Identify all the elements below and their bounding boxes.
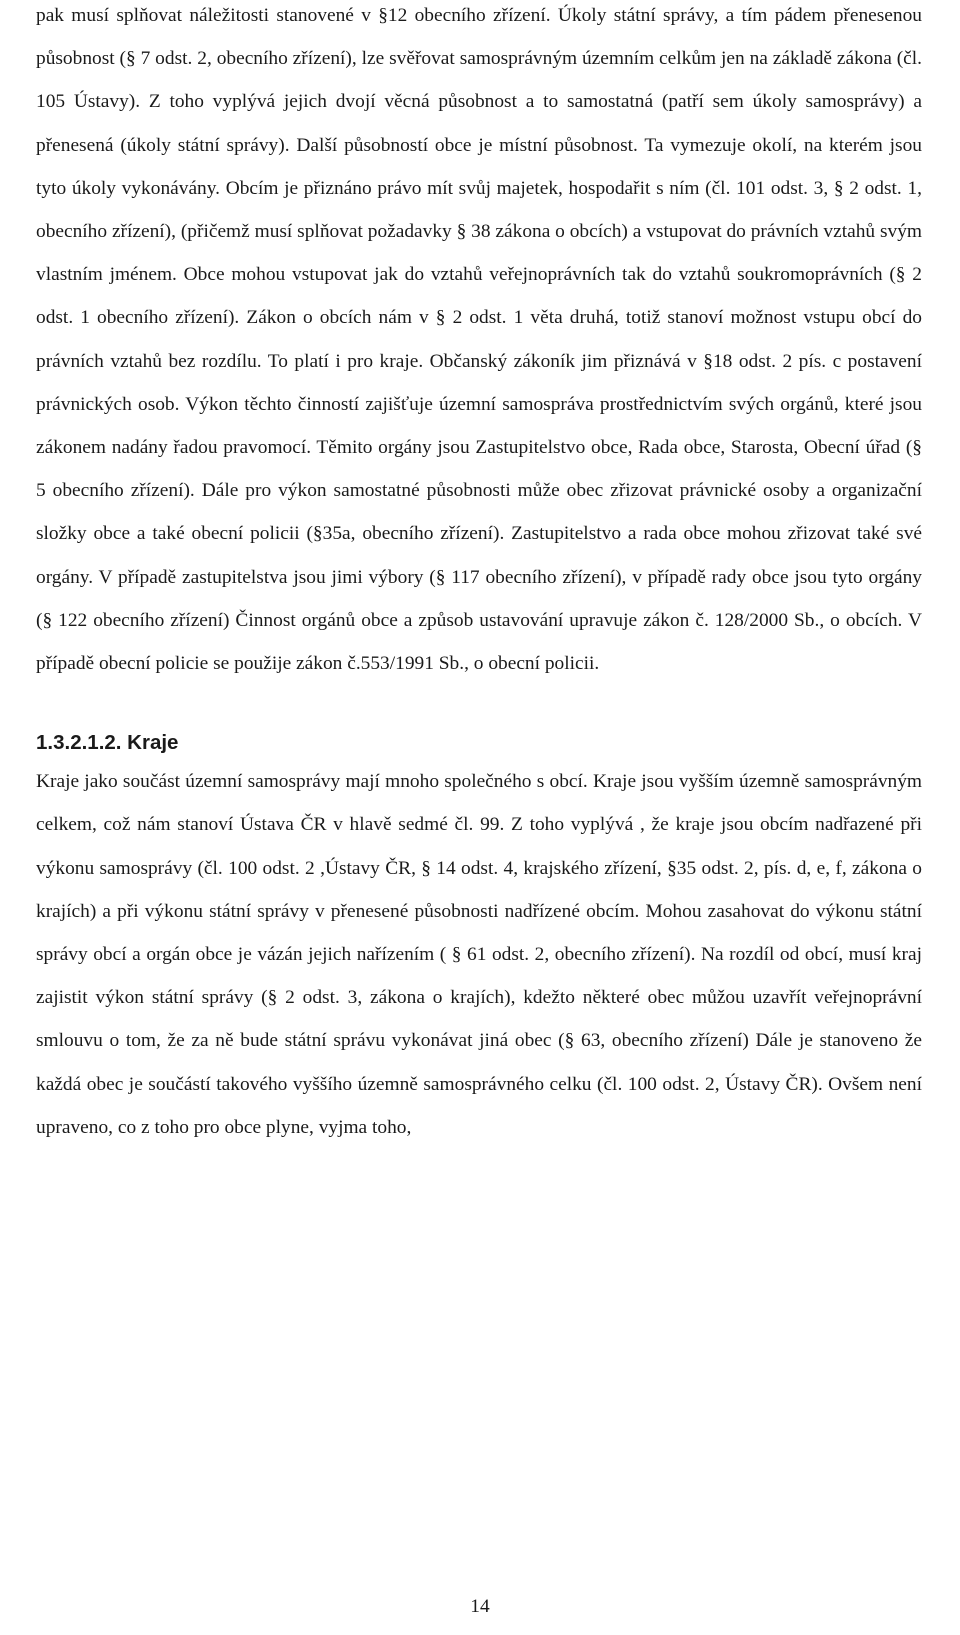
body-paragraph: Kraje jako součást územní samosprávy mají mnoho společného s obcí. Kraje jsou vyšším územně samosprávným celkem, což nám stanoví Ústava ČR v hlavě sedmé čl. 99. Z toho vyplývá , že kraje jsou obcím nadřazené při výkonu samosprávy (čl. 100 odst. 2 ,Ústavy ČR, § 14 odst. 4, krajského zřízení, §35 odst. 2, pís. d, e, f, zákona o krajích) a při výkonu státní správy v přenesené působnosti nadřízené obcím. Mohou zasahovat do výkonu státní správy obcí a orgán obce je vázán jejich nařízením ( § 61 odst. 2, obecního zřízení). Na rozdíl od obcí, musí kraj zajistit výkon státní správy (§ 2 odst. 3, zákona o krajích), kdežto některé obec můžou uzavřít veřejnoprávní smlouvu o tom, že za ně bude státní správu vykonávat jiná obec (§ 63, obecního zřízení) Dále je stanoveno že každá obec je součástí takového vyššího územně samosprávného celku (čl. 100 odst. 2, Ústavy ČR). Ovšem není upraveno, co z toho pro obce plyne, vyjma toho, bbox=[36, 771, 922, 1138]
page-number: 14 bbox=[470, 1596, 490, 1617]
section-heading: 1.3.2.1.2. Kraje bbox=[36, 731, 179, 755]
body-paragraph: pak musí splňovat náležitosti stanovené v §12 obecního zřízení. Úkoly státní správy, a tím pádem přenesenou působnost (§ 7 odst. 2, obecního zřízení), lze svěřovat samosprávným územním celkům jen na základě zákona (čl. 105 Ústavy). Z toho vyplývá jejich dvojí věcná působnost a to samostatná (patří sem úkoly samosprávy) a přenesená (úkoly státní správy). Další působností obce je místní působnost. Ta vymezuje okolí, na kterém jsou tyto úkoly vykonávány. Obcím je přiznáno právo mít svůj majetek, hospodařit s ním (čl. 101 odst. 3, § 2 odst. 1, obecního zřízení), (přičemž musí splňovat požadavky § 38 zákona o obcích) a vstupovat do právních vztahů svým vlastním jménem. Obce mohou vstupovat jak do vztahů veřejnoprávních tak do vztahů soukromoprávních (§ 2 odst. 1 obecního zřízení). Zákon o obcích nám v § 2 odst. 1 věta druhá, totiž stanoví možnost vstupu obcí do právních vztahů bez rozdílu. To platí i pro kraje. Občanský zákoník jim přiznává v §18 odst. 2 pís. c postavení právnických osob. Výkon těchto činností zajišťuje územní samospráva prostřednictvím svých orgánů, které jsou zákonem nadány řadou pravomocí. Těmito orgány jsou Zastupitelstvo obce, Rada obce, Starosta, Obecní úřad (§ 5 obecního zřízení). Dále pro výkon samostatné působnosti může obec zřizovat právnické osoby a organizační složky obce a také obecní policii (§35a, obecního zřízení). Zastupitelstvo a rada obce mohou zřizovat také své orgány. V případě zastupitelstva jsou jimi výbory (§ 117 obecního zřízení), v případě rady obce jsou tyto orgány (§ 122 obecního zřízení) Činnost orgánů obce a způsob ustavování upravuje zákon č. 128/2000 Sb., o obcích. V případě obecní policie se použije zákon č.553/1991 Sb., o obecní policii. bbox=[36, 5, 922, 675]
